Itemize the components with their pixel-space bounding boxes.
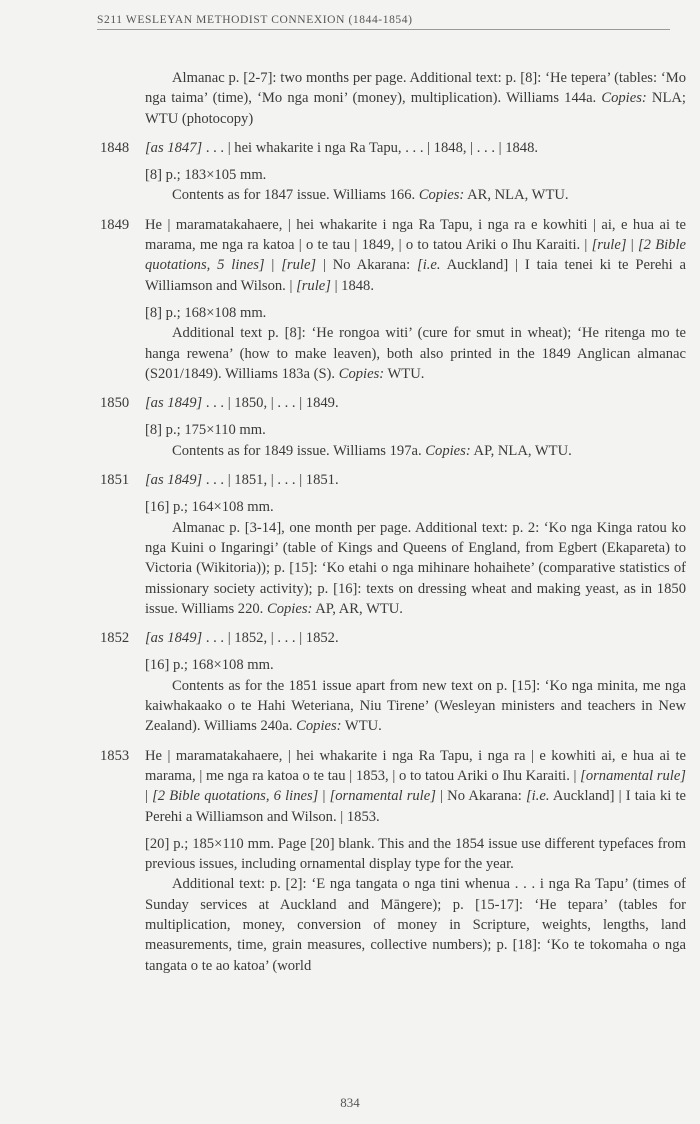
- entry-physical-description: [16] p.; 168×108 mm.: [145, 657, 274, 674]
- entry-paragraph: Additional text: p. [2]: ‘E nga tangata o nga tini whenua . . . i nga Ra Tapu’ (times of Sunday services at Auckland and Māngere); p. [15-17]: ‘He tepara’ (tables for multiplication, money, conversion of money in Scripture, weights, lengths, land measurements, time, grain measures, collective numbers); p. [18]: ‘Ko te tokomaha o nga tangata o te ao katoa’ (world: [145, 876, 686, 974]
- entry-paragraph: Additional text p. [8]: ‘He rongoa witi’ (cure for smut in wheat); ‘He ritenga mo te hanga rewena’ (how to make leaven), both also printed in the 1849 Anglican almanac (S201/1849). Williams 183a (S). Copies: WTU.: [145, 325, 686, 382]
- entry-continued: [100, 68, 686, 129]
- entry-year: 1851: [100, 472, 130, 489]
- entry-title: He | maramatakahaere, | hei whakarite i nga Ra Tapu, i nga ra | e kowhiti ai, e hua ai te marama, | me nga ra katoa o te tau | 1853, | o to tatou Ariki o Ihu Karaiti. | [ornamental rule] | [2 Bible quotations, 6 lines] | [ornamental rule] | No Akarana: [i.e. Auckland] | I taia ki te Perehi a Williamson and Wilson. | 1853.: [145, 747, 686, 825]
- entry-year: 1849: [100, 216, 130, 233]
- entry-title: [as 1849] . . . | 1852, | . . . | 1852.: [145, 630, 339, 647]
- entry-year: 1850: [100, 395, 130, 412]
- entry-1851: [100, 470, 686, 619]
- entry-paragraph: Contents as for 1847 issue. Williams 166. Copies: AR, NLA, WTU.: [172, 187, 569, 204]
- entry-1850: [100, 393, 686, 461]
- entry-paragraph: Contents as for 1849 issue. Williams 197a. Copies: AP, NLA, WTU.: [172, 442, 572, 459]
- entry-physical-description: [8] p.; 175×110 mm.: [145, 422, 266, 439]
- entry-year: 1852: [100, 630, 130, 647]
- entry-1853: [100, 746, 686, 976]
- entry-title: [as 1849] . . . | 1850, | . . . | 1849.: [145, 395, 339, 412]
- running-head: S211 WESLEYAN METHODIST CONNEXION (1844-1854): [97, 14, 670, 30]
- entry-physical-description: [16] p.; 164×108 mm.: [145, 499, 274, 516]
- entry-title: [as 1849] . . . | 1851, | . . . | 1851.: [145, 472, 339, 489]
- page-number: 834: [340, 1095, 360, 1110]
- entry-physical-description: [8] p.; 168×108 mm.: [145, 304, 267, 321]
- entry-paragraph: Almanac p. [3-14], one month per page. Additional text: p. 2: ‘Ko nga Kinga ratou ko nga Kuini o Ingaringi’ (table of Kings and Queens of England, from Egbert (Ekapareta) to Victoria (Wikitoria)); p. [15]: ‘Ko etahi o nga mihinare hohaihete’ (comparative statistics of missionary society activity); p. [16]: texts on dressing wheat and making yeast, as in 1850 issue. Williams 220. Copies: AP, AR, WTU.: [145, 519, 686, 617]
- entry-year: 1848: [100, 139, 130, 156]
- entry-physical-description: [20] p.; 185×110 mm. Page [20] blank. This and the 1854 issue use different typefaces from previous issues, including ornamental display type for the year.: [145, 835, 686, 873]
- page-body: [100, 68, 686, 976]
- entry-physical-description: [8] p.; 183×105 mm.: [145, 167, 267, 184]
- entry-paragraph: Contents as for the 1851 issue apart from new text on p. [15]: ‘Ko nga minita, me nga kaiwhakaako o te Hahi Weteriana, Niu Tirene’ (Wesleyan ministers and teachers in New Zealand). Williams 240a. Copies: WTU.: [145, 677, 686, 735]
- entry-year: 1853: [100, 747, 130, 764]
- entry-title: He | maramatakahaere, | hei whakarite i nga Ra Tapu, i nga ra e kowhiti | ai, e hua ai te marama, me nga ra katoa | o te tau | 1849, | o to tatou Ariki o Ihu Karaiti. | [rule] | [2 Bible quotations, 5 lines] | [rule] | No Akarana: [i.e. Auckland] | I taia tenei ki te Perehi a Williamson and Wilson. | [rule] | 1848.: [145, 216, 687, 294]
- entry-1848: [100, 138, 686, 206]
- entry-paragraph: Almanac p. [2-7]: two months per page. Additional text: p. [8]: ‘He tepera’ (tables: ‘Mo nga taima’ (time), ‘Mo nga moni’ (money), multiplication). Williams 144a. Copies: NLA; WTU (photocopy): [145, 70, 686, 127]
- entry-1849: [100, 215, 686, 384]
- entry-1852: [100, 628, 686, 736]
- entry-title: [as 1847] . . . | hei whakarite i nga Ra Tapu, . . . | 1848, | . . . | 1848.: [145, 139, 539, 156]
